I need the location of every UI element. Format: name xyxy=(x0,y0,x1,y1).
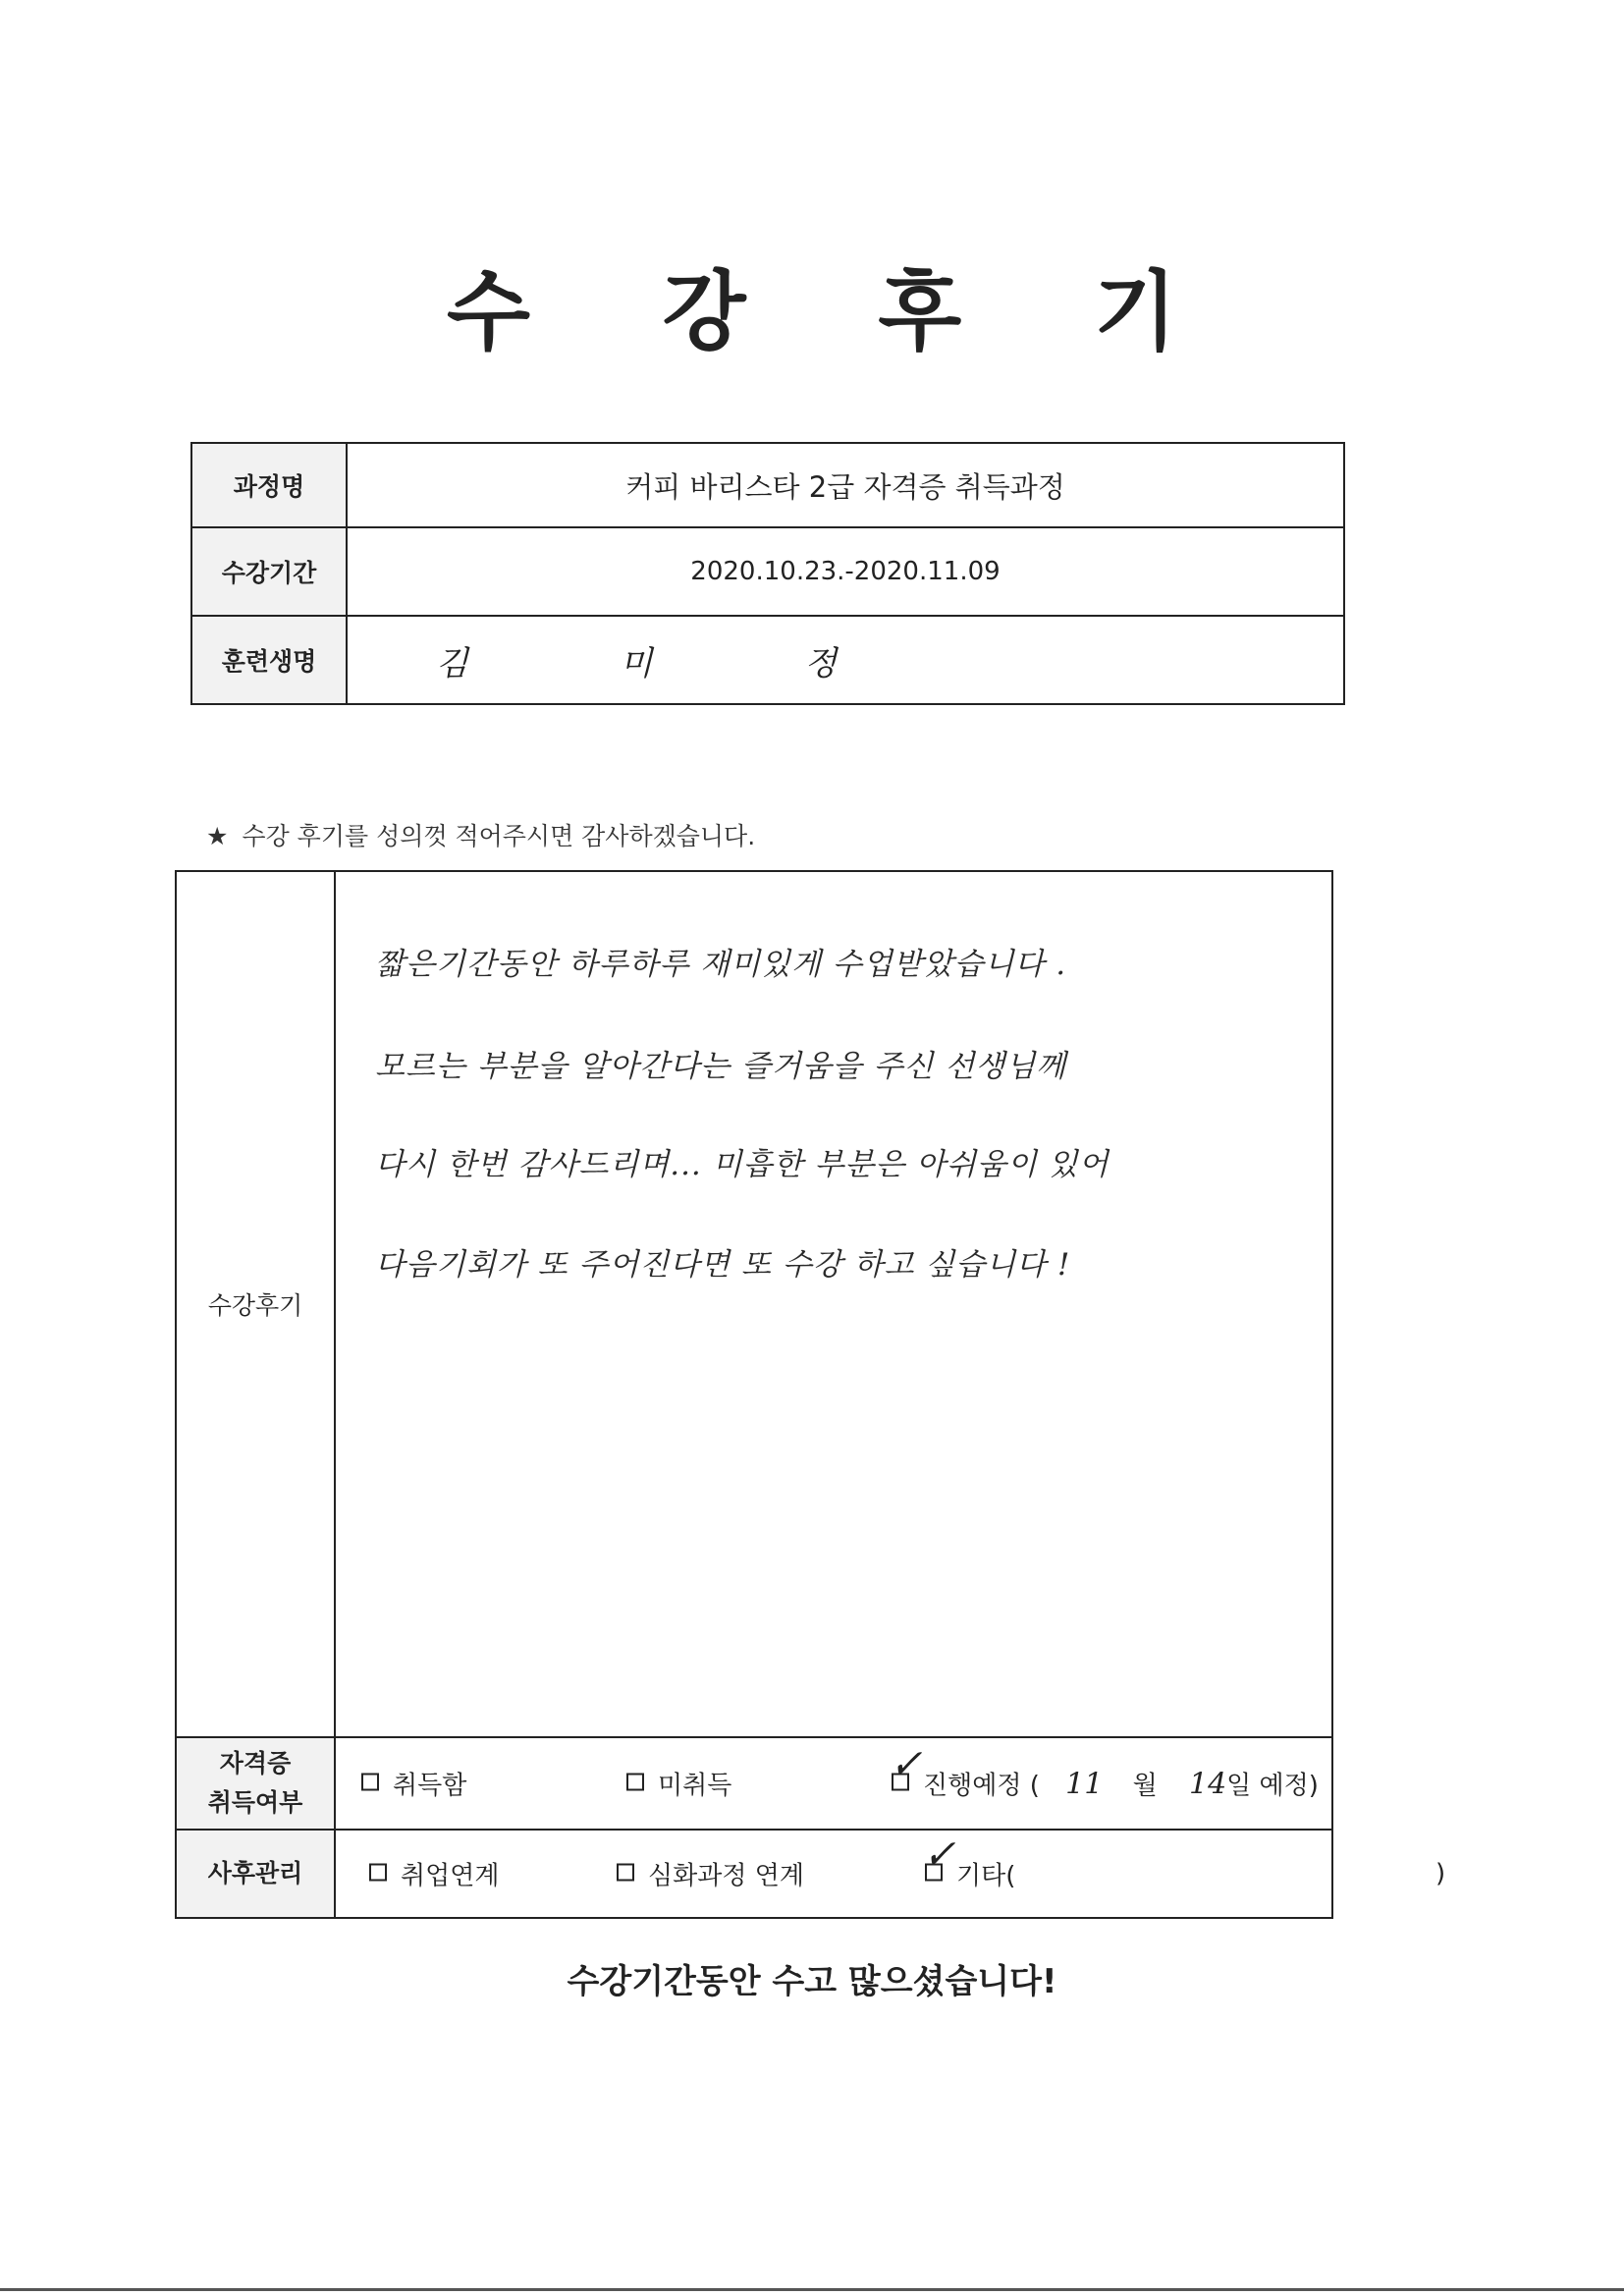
review-table xyxy=(175,870,1446,1919)
review-line-2: 모르는 부분을 알아간다는 즐거움을 주신 선생님께 xyxy=(375,1049,1067,1084)
period-value: 2020.10.23.-2020.11.09 xyxy=(347,527,1344,616)
month-label: 월 xyxy=(1132,1771,1158,1801)
review-line-3: 다시 한번 감사드리며... 미흡한 부분은 아쉬움이 있어 xyxy=(375,1147,1110,1182)
trainee-name-label: 훈련생명 xyxy=(191,616,347,704)
certification-label-line1: 자격증 xyxy=(219,1749,292,1777)
page-title: 수 강 후 기 xyxy=(447,261,1228,362)
review-label: 수강후기 xyxy=(176,871,335,1737)
checkbox-other[interactable] xyxy=(923,1831,956,1882)
checkbox-advanced[interactable] xyxy=(617,1864,634,1882)
checkbox-planned[interactable] xyxy=(890,1741,923,1791)
option-planned[interactable] xyxy=(890,1741,1319,1802)
course-info-table xyxy=(190,442,1345,705)
option-not-acquired-label: 미취득 xyxy=(658,1771,732,1801)
certification-label-line2: 취득여부 xyxy=(207,1788,303,1817)
scan-edge-line xyxy=(0,2288,1624,2291)
option-other[interactable] xyxy=(923,1831,1016,1892)
review-line-1: 짧은기간동안 하루하루 재미있게 수업받았습니다 . xyxy=(375,947,1067,982)
option-planned-label: 진행예정 ( xyxy=(923,1771,1040,1801)
option-other-close: ) xyxy=(1435,1859,1446,1888)
option-employment[interactable] xyxy=(369,1856,499,1892)
notice-text xyxy=(206,817,755,852)
check-mark-icon: ✓ xyxy=(923,1831,956,1878)
option-employment-label: 취업연계 xyxy=(401,1861,500,1891)
closing-message: 수강기간동안 수고 많으셨습니다! xyxy=(567,1962,1057,2001)
option-advanced[interactable] xyxy=(617,1856,804,1892)
option-acquired[interactable] xyxy=(361,1766,466,1802)
aftercare-label: 사후관리 xyxy=(176,1830,335,1918)
star-icon: ★ xyxy=(206,822,229,850)
option-acquired-label: 취득함 xyxy=(393,1771,467,1801)
option-other-label: 기타( xyxy=(956,1861,1016,1891)
certification-options xyxy=(335,1737,1332,1830)
option-not-acquired[interactable] xyxy=(626,1766,731,1802)
day-value[interactable]: 14 xyxy=(1188,1767,1227,1802)
review-body[interactable] xyxy=(335,871,1332,1737)
check-mark-icon: ✓ xyxy=(890,1741,923,1787)
checkbox-acquired[interactable] xyxy=(361,1774,379,1791)
checkbox-not-acquired[interactable] xyxy=(626,1774,644,1791)
day-label: 일 예정) xyxy=(1226,1771,1319,1801)
month-value[interactable]: 11 xyxy=(1065,1767,1104,1802)
option-advanced-label: 심화과정 연계 xyxy=(648,1861,804,1891)
trainee-name-value[interactable]: 김 미 정 xyxy=(347,616,1344,704)
course-name-label: 과정명 xyxy=(191,443,347,527)
review-line-4: 다음기회가 또 주어진다면 또 수강 하고 싶습니다 ! xyxy=(375,1247,1071,1283)
period-label: 수강기간 xyxy=(191,527,347,616)
aftercare-options xyxy=(335,1830,1446,1918)
checkbox-employment[interactable] xyxy=(369,1864,387,1882)
notice-message: 수강 후기를 성의껏 적어주시면 감사하겠습니다. xyxy=(242,822,756,850)
course-name-value: 커피 바리스타 2급 자격증 취득과정 xyxy=(347,443,1344,527)
certification-label xyxy=(176,1737,335,1830)
